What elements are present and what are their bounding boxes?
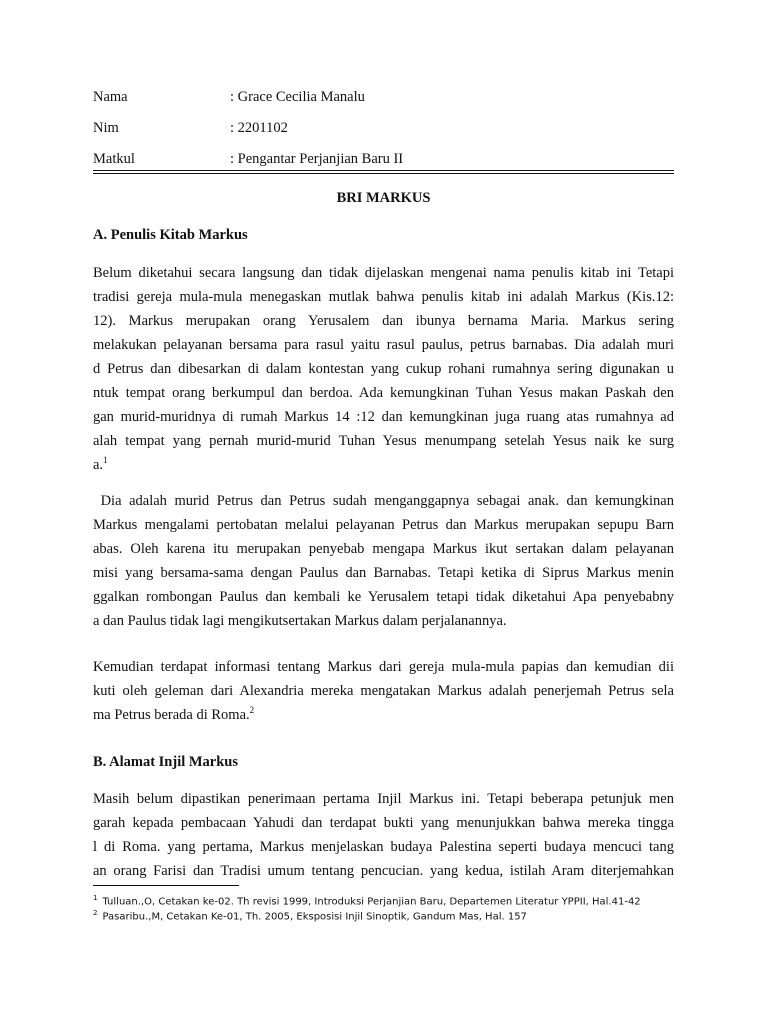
header-label: Nama: [93, 89, 128, 105]
text-line: Markus mengalami pertobatan melalui pelayanan Petrus dan Markus merupakan sepupu Barn: [93, 517, 674, 533]
text-line: Dia adalah murid Petrus dan Petrus sudah menganggapnya sebagai anak. dan kemungkinan: [93, 493, 674, 509]
text-line: alah tempat yang pernah murid-murid Tuhan Yesus menumpang setelah Yesus naik ke surg: [93, 433, 674, 449]
footnote-separator: [93, 885, 239, 886]
footnote-1: [93, 892, 641, 908]
text-line-last: [93, 706, 674, 730]
header-row-matkul: [93, 150, 403, 168]
section-heading-a: A. Penulis Kitab Markus: [93, 227, 248, 243]
header-value: : 2201102: [230, 120, 288, 136]
header-divider-top: [93, 170, 674, 171]
text-line: an orang Farisi dan Tradisi umum tentang pencucian. yang kedua, istilah Aram diterjemahkan: [93, 863, 674, 879]
footnote-text: Pasaribu.,M, Cetakan Ke-01, Th. 2005, Eksposisi Injil Sinoptik, Gandum Mas, Hal. 157: [102, 911, 527, 923]
text-line: ggalkan rombongan Paulus dan kembali ke Yerusalem tetapi tidak diketahui Apa penyebabny: [93, 589, 674, 605]
text-line: Belum diketahui secara langsung dan tidak dijelaskan mengenai nama penulis kitab ini Tetapi: [93, 265, 674, 281]
text-line-text: a.: [93, 457, 104, 473]
paragraph-4: [93, 790, 674, 886]
paragraph-3: [93, 658, 674, 730]
text-line: abas. Oleh karena itu merupakan penyebab mengapa Markus ikut sertakan dalam pelayanan: [93, 541, 674, 557]
text-line: melakukan pelayanan bersama para rasul yaitu rasul paulus, petrus barnabas. Dia adalah muri: [93, 337, 674, 353]
text-line: Kemudian terdapat informasi tentang Markus dari gereja mula-mula papias dan kemudian dii: [93, 659, 674, 675]
footnote-2: [93, 907, 527, 923]
document-title: BRI MARKUS: [336, 190, 431, 206]
text-line: 12). Markus merupakan orang Yerusalem dan ibunya bernama Maria. Markus sering: [93, 313, 674, 329]
text-line-last: [93, 456, 674, 480]
footnote-text: Tulluan.,O, Cetakan ke-02. Th revisi 1999, Introduksi Perjanjian Baru, Departemen Literatur YPPII, Hal.41-42: [102, 896, 641, 908]
text-line: tradisi gereja mula-mula menegaskan mutlak bahwa penulis kitab ini adalah Markus (Kis.12:: [93, 289, 674, 305]
text-line: d Petrus dan dibesarkan di dalam kontestan yang cukup rohani rumahnya sering digunakan u: [93, 361, 674, 377]
text-line: gan murid-muridnya di rumah Markus 14 :12 dan kemungkinan juga ruang atas rumahnya ad: [93, 409, 674, 425]
text-line: l di Roma. yang pertama, Markus menjelaskan budaya Palestina seperti budaya mencuci tang: [93, 839, 674, 855]
text-line-last: a dan Paulus tidak lagi mengikutsertakan Markus dalam perjalanannya.: [93, 613, 507, 629]
footnote-number: 1: [93, 894, 98, 902]
text-line-text: ma Petrus berada di Roma.: [93, 707, 250, 723]
header-value: : Grace Cecilia Manalu: [230, 89, 365, 105]
text-line: ntuk tempat orang berkumpul dan berdoa. Ada kemungkinan Tuhan Yesus makan Paskah den: [93, 385, 674, 401]
header-row-nim: [93, 119, 288, 137]
text-line: garah kepada pembacaan Yahudi dan terdapat bukti yang menunjukkan bahwa mereka tingga: [93, 815, 674, 831]
footnote-ref-1: 1: [103, 455, 108, 466]
footnote-number: 2: [93, 909, 98, 917]
text-line: misi yang bersama-sama dengan Paulus dan Barnabas. Tetapi ketika di Siprus Markus menin: [93, 565, 674, 581]
header-label: Nim: [93, 120, 119, 136]
text-line: Masih belum dipastikan penerimaan pertama Injil Markus ini. Tetapi beberapa petunjuk men: [93, 791, 674, 807]
header-value: : Pengantar Perjanjian Baru II: [230, 151, 404, 167]
text-line: kuti oleh geleman dari Alexandria mereka mengatakan Markus adalah penerjemah Petrus sela: [93, 683, 674, 699]
section-heading-b: B. Alamat Injil Markus: [93, 754, 239, 770]
footnote-ref-2: 2: [249, 705, 255, 716]
header-label: Matkul: [93, 151, 135, 167]
header-row-nama: [93, 88, 365, 106]
header-divider-bottom: [93, 173, 674, 174]
paragraph-2: [93, 492, 674, 636]
paragraph-1: [93, 264, 674, 480]
